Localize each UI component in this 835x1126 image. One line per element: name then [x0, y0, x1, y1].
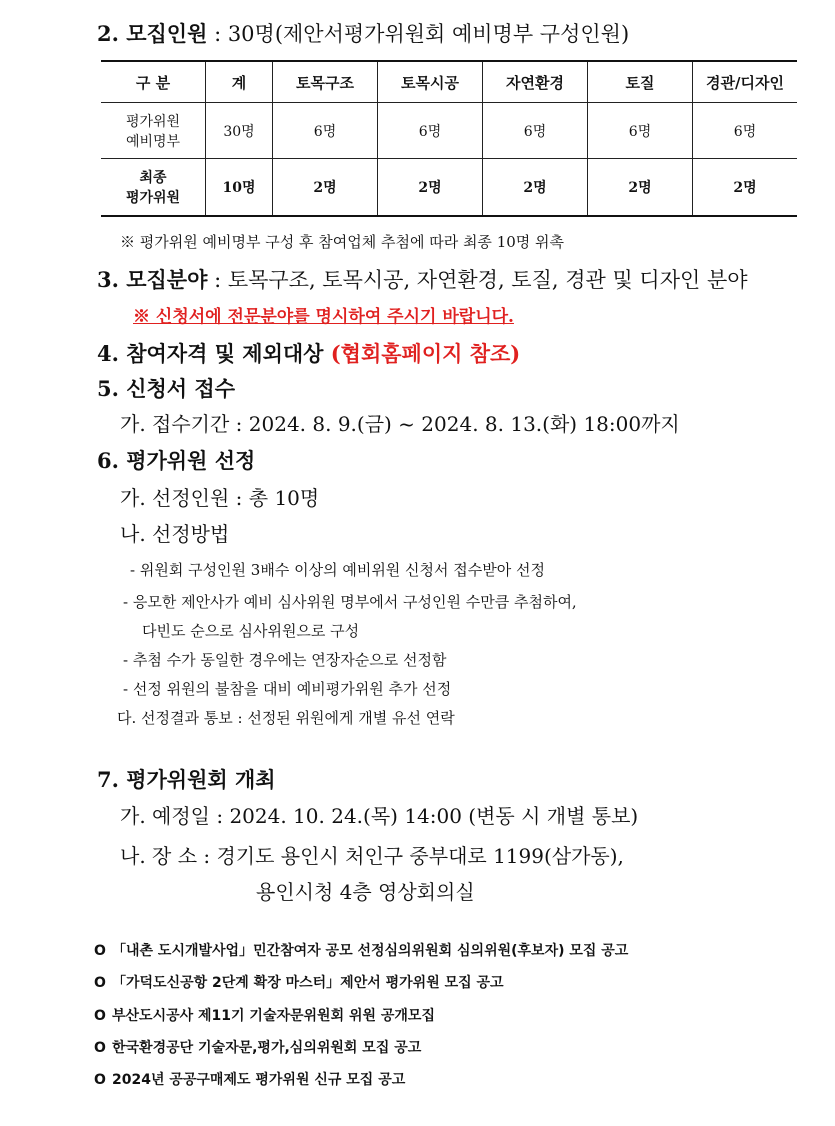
table-cell: 2명 [273, 159, 378, 217]
table-cell: 6명 [588, 103, 693, 159]
table-row [101, 159, 797, 217]
table-header-civil-construction: 토목시공 [378, 61, 483, 103]
section-2-heading-line [97, 18, 629, 48]
section-5-item-a: 가. 접수기간 : 2024. 8. 9.(금) ~ 2024. 8. 13.(화) 18:00까지 [120, 412, 680, 436]
table-header-natural-environment: 자연환경 [483, 61, 588, 103]
related-link-label: 부산도시공사 제11기 기술자문위원회 위원 공개모집 [112, 1008, 435, 1024]
section-6-item-a: 가. 선정인원 : 총 10명 [120, 486, 320, 510]
table-header-total: 계 [206, 61, 273, 103]
table-cell: 2명 [378, 159, 483, 217]
table-note: ※ 평가위원 예비명부 구성 후 참여업체 추첨에 따라 최종 10명 위촉 [120, 233, 565, 251]
section-7-item-b: 나. 장 소 : 경기도 용인시 처인구 중부대로 1199(삼가동), [120, 844, 624, 868]
section-7-heading: 7. 평가위원회 개최 [97, 767, 276, 792]
table-cell: 6명 [693, 103, 798, 159]
section-7-item-a: 가. 예정일 : 2024. 10. 24.(목) 14:00 (변동 시 개별 통보) [120, 804, 639, 828]
table-header-civil-structure: 토목구조 [273, 61, 378, 103]
related-link[interactable] [94, 940, 628, 960]
section-4-heading: 4. 참여자격 및 제외대상 [97, 341, 331, 366]
related-link[interactable] [94, 972, 504, 992]
table-row-label [101, 103, 206, 159]
table-cell: 30명 [206, 103, 273, 159]
bullet-icon: O [94, 1008, 106, 1024]
section-6-heading: 6. 평가위원 선정 [97, 448, 256, 473]
section-6-item-c: 다. 선정결과 통보 : 선정된 위원에게 개별 유선 연락 [117, 709, 455, 727]
selection-method-bullet: - 위원회 구성인원 3배수 이상의 예비위원 신청서 접수받아 선정 [130, 561, 546, 579]
table-row-label-line: 예비명부 [125, 133, 181, 150]
table-row [101, 103, 797, 159]
bullet-icon: O [94, 975, 106, 991]
table-header-soil: 토질 [588, 61, 693, 103]
related-link-label: 「가덕도신공항 2단계 확장 마스터」제안서 평가위원 모집 공고 [112, 975, 504, 991]
related-link[interactable] [94, 1069, 405, 1089]
section-5-heading: 5. 신청서 접수 [97, 376, 235, 401]
bullet-icon: O [94, 943, 106, 959]
table-cell: 6명 [483, 103, 588, 159]
table-cell: 6명 [273, 103, 378, 159]
section-2-detail: : 30명(제안서평가위원회 예비명부 구성인원) [207, 22, 630, 46]
selection-method-bullet: - 선정 위원의 불참을 대비 예비평가위원 추가 선정 [123, 680, 452, 698]
table-header-row [101, 61, 797, 103]
section-3-heading: 3. 모집분야 [97, 267, 208, 292]
bullet-icon: O [94, 1072, 106, 1088]
section-2-heading: 2. 모집인원 [97, 21, 208, 46]
selection-method-bullet: - 응모한 제안사가 예비 심사위원 명부에서 구성인원 수만큼 추첨하여, [123, 593, 577, 611]
table-row-label-line: 최종 [139, 170, 167, 186]
table-header-landscape-design: 경관/디자인 [693, 61, 798, 103]
table-cell: 6명 [378, 103, 483, 159]
table-row-label-line: 평가위원 [125, 113, 181, 130]
table-row-label [101, 159, 206, 217]
section-4-reference: (협회홈페이지 참조) [330, 341, 521, 366]
selection-method-bullet: - 추첨 수가 동일한 경우에는 연장자순으로 선정함 [123, 651, 447, 669]
table-header-category: 구 분 [101, 61, 206, 103]
section-4-heading-line [97, 338, 520, 368]
table-cell: 10명 [206, 159, 273, 217]
section-7-item-b-continued: 용인시청 4층 영상회의실 [256, 880, 475, 904]
bullet-icon: O [94, 1040, 106, 1056]
section-3-heading-line [97, 264, 748, 294]
recruitment-table [101, 60, 797, 217]
table-cell: 2명 [588, 159, 693, 217]
related-link[interactable] [94, 1037, 421, 1057]
related-link-label: 한국환경공단 기술자문,평가,심의위원회 모집 공고 [112, 1040, 422, 1056]
table-cell: 2명 [483, 159, 588, 217]
related-link[interactable] [94, 1005, 435, 1025]
section-3-notice: ※ 신청서에 전문분야를 명시하여 주시기 바랍니다. [133, 307, 514, 327]
table-cell: 2명 [693, 159, 798, 217]
section-6-item-b: 나. 선정방법 [120, 522, 230, 546]
selection-method-bullet-continued: 다빈도 순으로 심사위원으로 구성 [142, 622, 360, 640]
section-3-detail: : 토목구조, 토목시공, 자연환경, 토질, 경관 및 디자인 분야 [207, 268, 748, 292]
table-row-label-line: 평가위원 [125, 190, 181, 206]
related-link-label: 「내촌 도시개발사업」민간참여자 공모 선정심의위원회 심의위원(후보자) 모집 공고 [112, 943, 629, 959]
related-link-label: 2024년 공공구매제도 평가위원 신규 모집 공고 [112, 1072, 406, 1088]
